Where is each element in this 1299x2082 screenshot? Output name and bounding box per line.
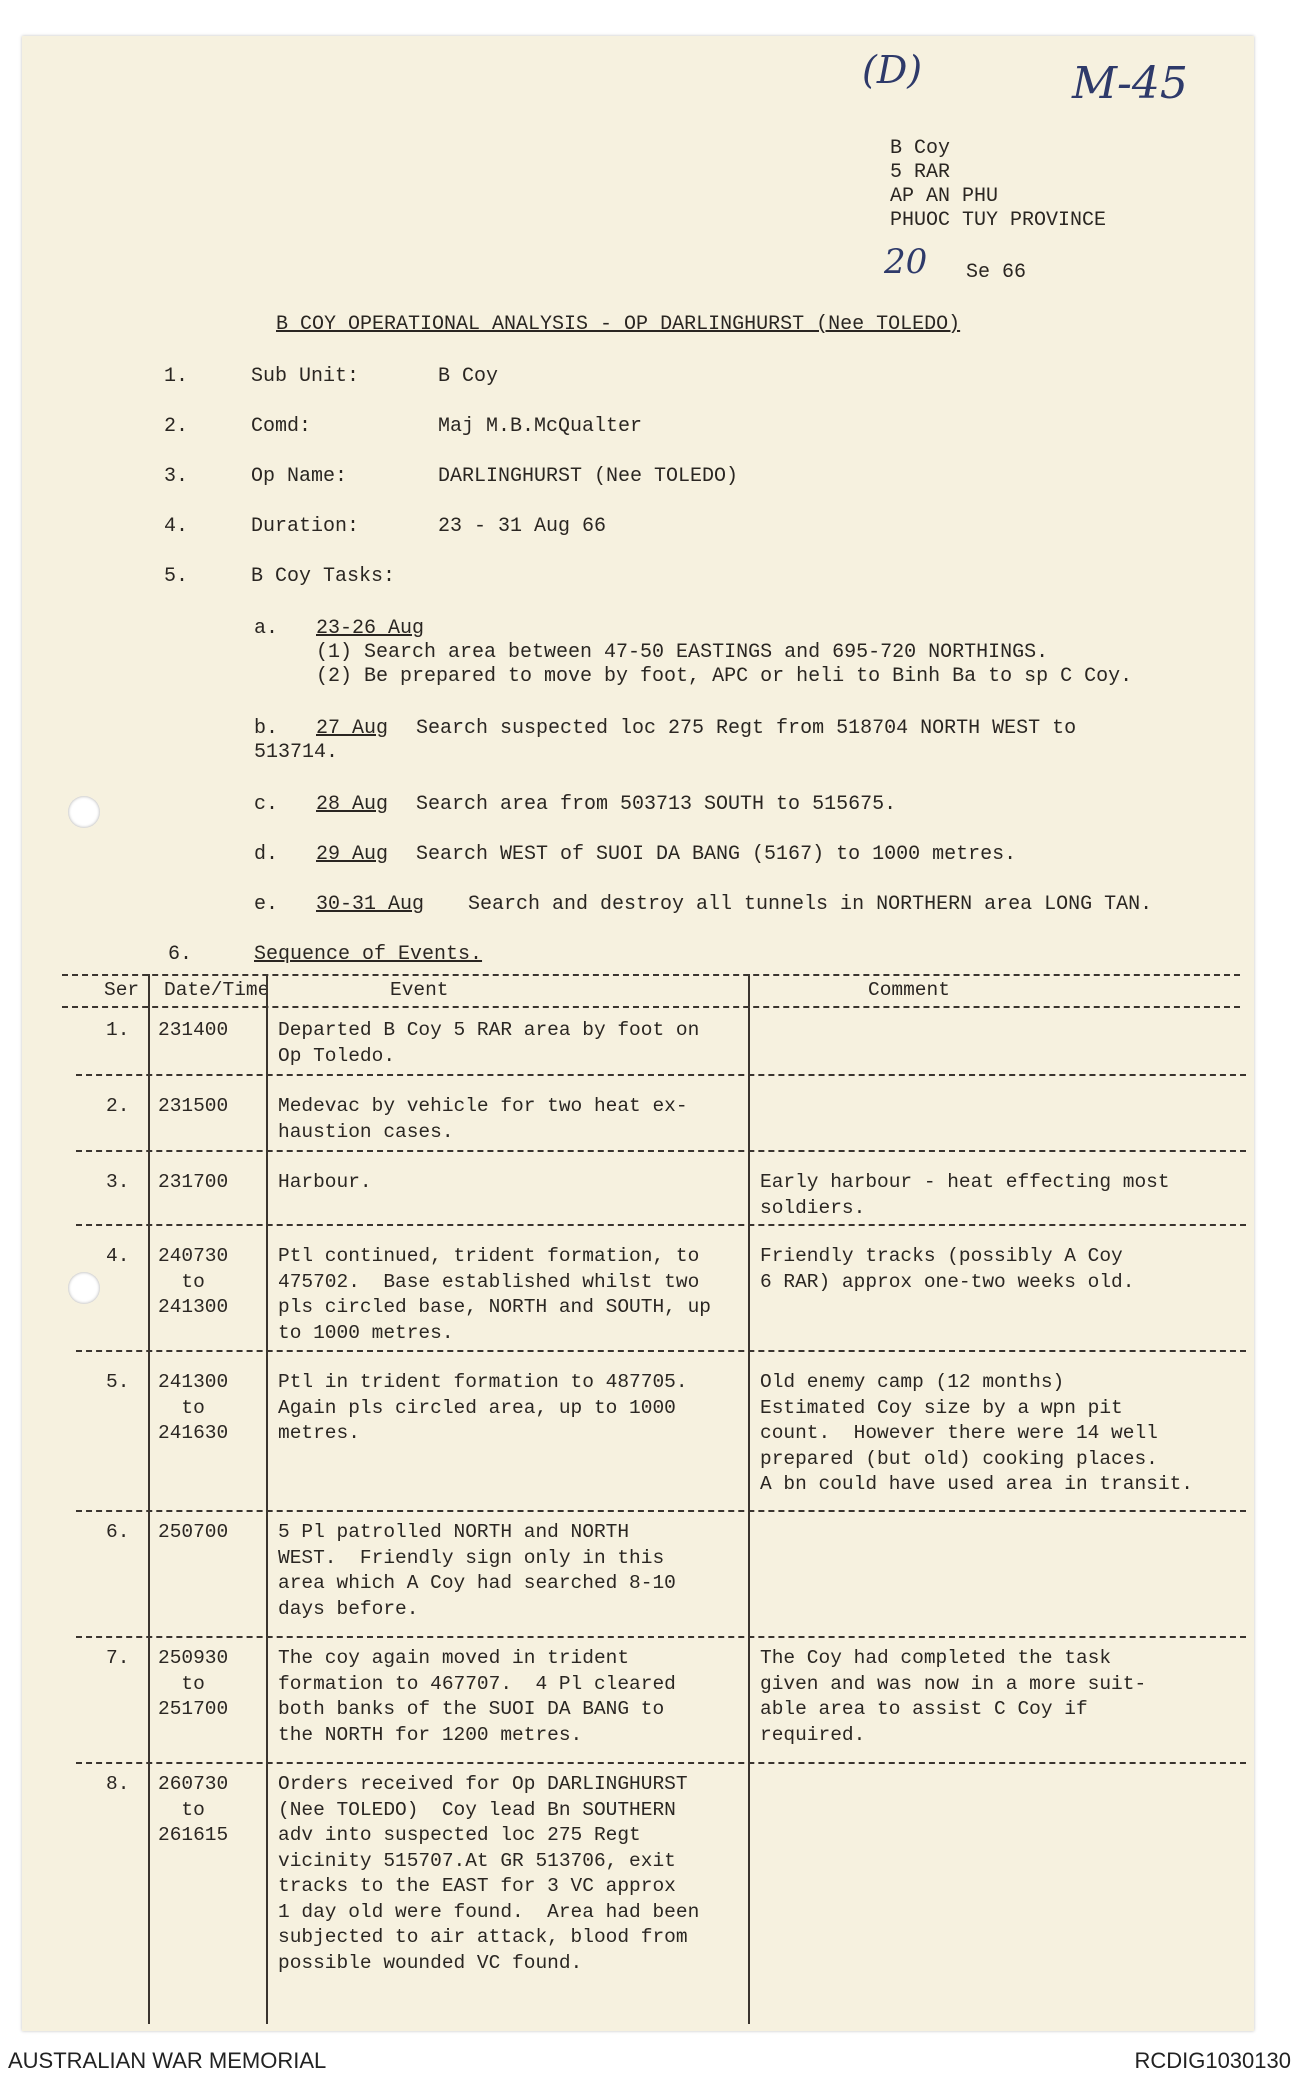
task-text: Search suspected loc 275 Regt from 518704 NORTH WEST to: [416, 717, 1077, 740]
row-ser: 2.: [106, 1095, 130, 1117]
task-date: 23-26 Aug: [316, 617, 425, 640]
row-separator: [76, 1636, 1246, 1638]
archive-reference: RCDIG1030130: [1134, 2048, 1291, 2073]
task-letter: e.: [254, 893, 279, 916]
row-comment: The Coy had completed the task given and was now in a more suit- able area to assist C Coy if required.: [760, 1647, 1147, 1746]
row-date: 231400: [158, 1019, 229, 1041]
row-separator: [76, 1350, 1246, 1352]
task-letter: c.: [254, 793, 279, 816]
row-date: 231700: [158, 1171, 229, 1193]
row-event: Ptl continued, trident formation, to 475702. Base established whilst two pls circled base, NORTH and SOUTH, up to 1000 metres.: [278, 1245, 711, 1344]
task-letter: d.: [254, 843, 279, 866]
field-number: 6.: [168, 943, 193, 966]
task-text-continued: 513714.: [254, 741, 339, 764]
task-letter: b.: [254, 717, 279, 740]
punch-hole-bottom: [68, 1272, 100, 1304]
column-header-date: Date/Time: [164, 979, 270, 1001]
punch-hole-top: [68, 796, 100, 828]
row-ser: 4.: [106, 1245, 130, 1267]
task-letter: a.: [254, 617, 279, 640]
archive-name: AUSTRALIAN WAR MEMORIAL: [8, 2048, 327, 2073]
row-event: The coy again moved in trident formation to 467707. 4 Pl cleared both banks of the SUOI DA BANG to the NORTH for 1200 metres.: [278, 1647, 676, 1746]
row-date: 241300 to 241630: [158, 1371, 229, 1444]
column-header-comment: Comment: [868, 979, 950, 1001]
row-ser: 7.: [106, 1647, 130, 1669]
row-ser: 6.: [106, 1521, 130, 1543]
field-number: 5.: [164, 565, 189, 588]
handwritten-circle-mark: (D): [862, 48, 923, 92]
field-number: 4.: [164, 515, 189, 538]
row-event: Harbour.: [278, 1171, 372, 1193]
document-date: Se 66: [966, 261, 1027, 284]
field-value: 23 - 31 Aug 66: [438, 515, 607, 538]
handwritten-reference: M-45: [1072, 58, 1188, 109]
document-title: B COY OPERATIONAL ANALYSIS - OP DARLINGHURST (Nee TOLEDO): [276, 313, 961, 336]
task-text: (1) Search area between 47-50 EASTINGS and 695-720 NORTHINGS.: [316, 641, 1049, 664]
column-divider: [266, 974, 268, 2024]
row-event: Ptl in trident formation to 487705. Again pls circled area, up to 1000 metres.: [278, 1371, 688, 1444]
address-line: 5 RAR: [890, 161, 951, 184]
task-text: Search area from 503713 SOUTH to 515675.: [416, 793, 897, 816]
archive-footer: [0, 2040, 1299, 2082]
row-separator: [76, 1150, 1246, 1152]
table-border: [62, 974, 1240, 976]
field-value: B Coy: [438, 365, 499, 388]
row-ser: 3.: [106, 1171, 130, 1193]
row-ser: 5.: [106, 1371, 130, 1393]
address-line: B Coy: [890, 137, 951, 160]
row-comment: Old enemy camp (12 months) Estimated Coy size by a wpn pit count. However there were 14 well prepared (but old) cooking places. A bn could have used area in transit.: [760, 1371, 1193, 1495]
row-separator: [76, 1224, 1246, 1226]
row-separator: [76, 1762, 1246, 1764]
task-date: 27 Aug: [316, 717, 389, 740]
row-comment: Early harbour - heat effecting most soldiers.: [760, 1171, 1170, 1219]
address-line: PHUOC TUY PROVINCE: [890, 209, 1107, 232]
field-label: Sub Unit:: [251, 365, 360, 388]
task-text: Search and destroy all tunnels in NORTHERN area LONG TAN.: [468, 893, 1153, 916]
field-value: Maj M.B.McQualter: [438, 415, 643, 438]
task-text: (2) Be prepared to move by foot, APC or heli to Binh Ba to sp C Coy.: [316, 665, 1133, 688]
task-date: 28 Aug: [316, 793, 389, 816]
field-number: 2.: [164, 415, 189, 438]
row-separator: [76, 1510, 1246, 1512]
address-line: AP AN PHU: [890, 185, 999, 208]
field-label: Op Name:: [251, 465, 348, 488]
tasks-heading: B Coy Tasks:: [251, 565, 396, 588]
task-text: Search WEST of SUOI DA BANG (5167) to 1000 metres.: [416, 843, 1017, 866]
row-ser: 1.: [106, 1019, 130, 1041]
row-date: 250700: [158, 1521, 229, 1543]
row-event: Orders received for Op DARLINGHURST (Nee TOLEDO) Coy lead Bn SOUTHERN adv into suspected loc 275 Regt vicinity 515707.At GR 513706, exit tracks to the EAST for 3 VC approx 1 day old were found. Area had been subjected to air attack, blood from possible wounded VC found.: [278, 1773, 700, 1974]
row-event: Medevac by vehicle for two heat ex- haustion cases.: [278, 1095, 688, 1143]
table-border: [62, 1006, 1240, 1008]
row-event: 5 Pl patrolled NORTH and NORTH WEST. Friendly sign only in this area which A Coy had searched 8-10 days before.: [278, 1521, 676, 1620]
column-divider: [748, 974, 750, 2024]
row-date: 260730 to 261615: [158, 1773, 229, 1846]
field-value: DARLINGHURST (Nee TOLEDO): [438, 465, 739, 488]
row-date: 231500: [158, 1095, 229, 1117]
sequence-heading: Sequence of Events.: [254, 943, 483, 966]
column-divider: [148, 974, 150, 2024]
row-date: 240730 to 241300: [158, 1245, 229, 1318]
row-comment: Friendly tracks (possibly A Coy 6 RAR) approx one-two weeks old.: [760, 1245, 1135, 1293]
task-date: 30-31 Aug: [316, 893, 425, 916]
field-label: Duration:: [251, 515, 360, 538]
row-separator: [76, 1074, 1246, 1076]
row-date: 250930 to 251700: [158, 1647, 229, 1720]
column-header-ser: Ser: [104, 979, 140, 1001]
field-number: 1.: [164, 365, 189, 388]
column-header-event: Event: [390, 979, 449, 1001]
handwritten-date-day: 20: [884, 242, 928, 282]
row-ser: 8.: [106, 1773, 130, 1795]
row-event: Departed B Coy 5 RAR area by foot on Op Toledo.: [278, 1019, 700, 1067]
field-label: Comd:: [251, 415, 312, 438]
document-page: [22, 36, 1254, 2031]
task-date: 29 Aug: [316, 843, 389, 866]
field-number: 3.: [164, 465, 189, 488]
